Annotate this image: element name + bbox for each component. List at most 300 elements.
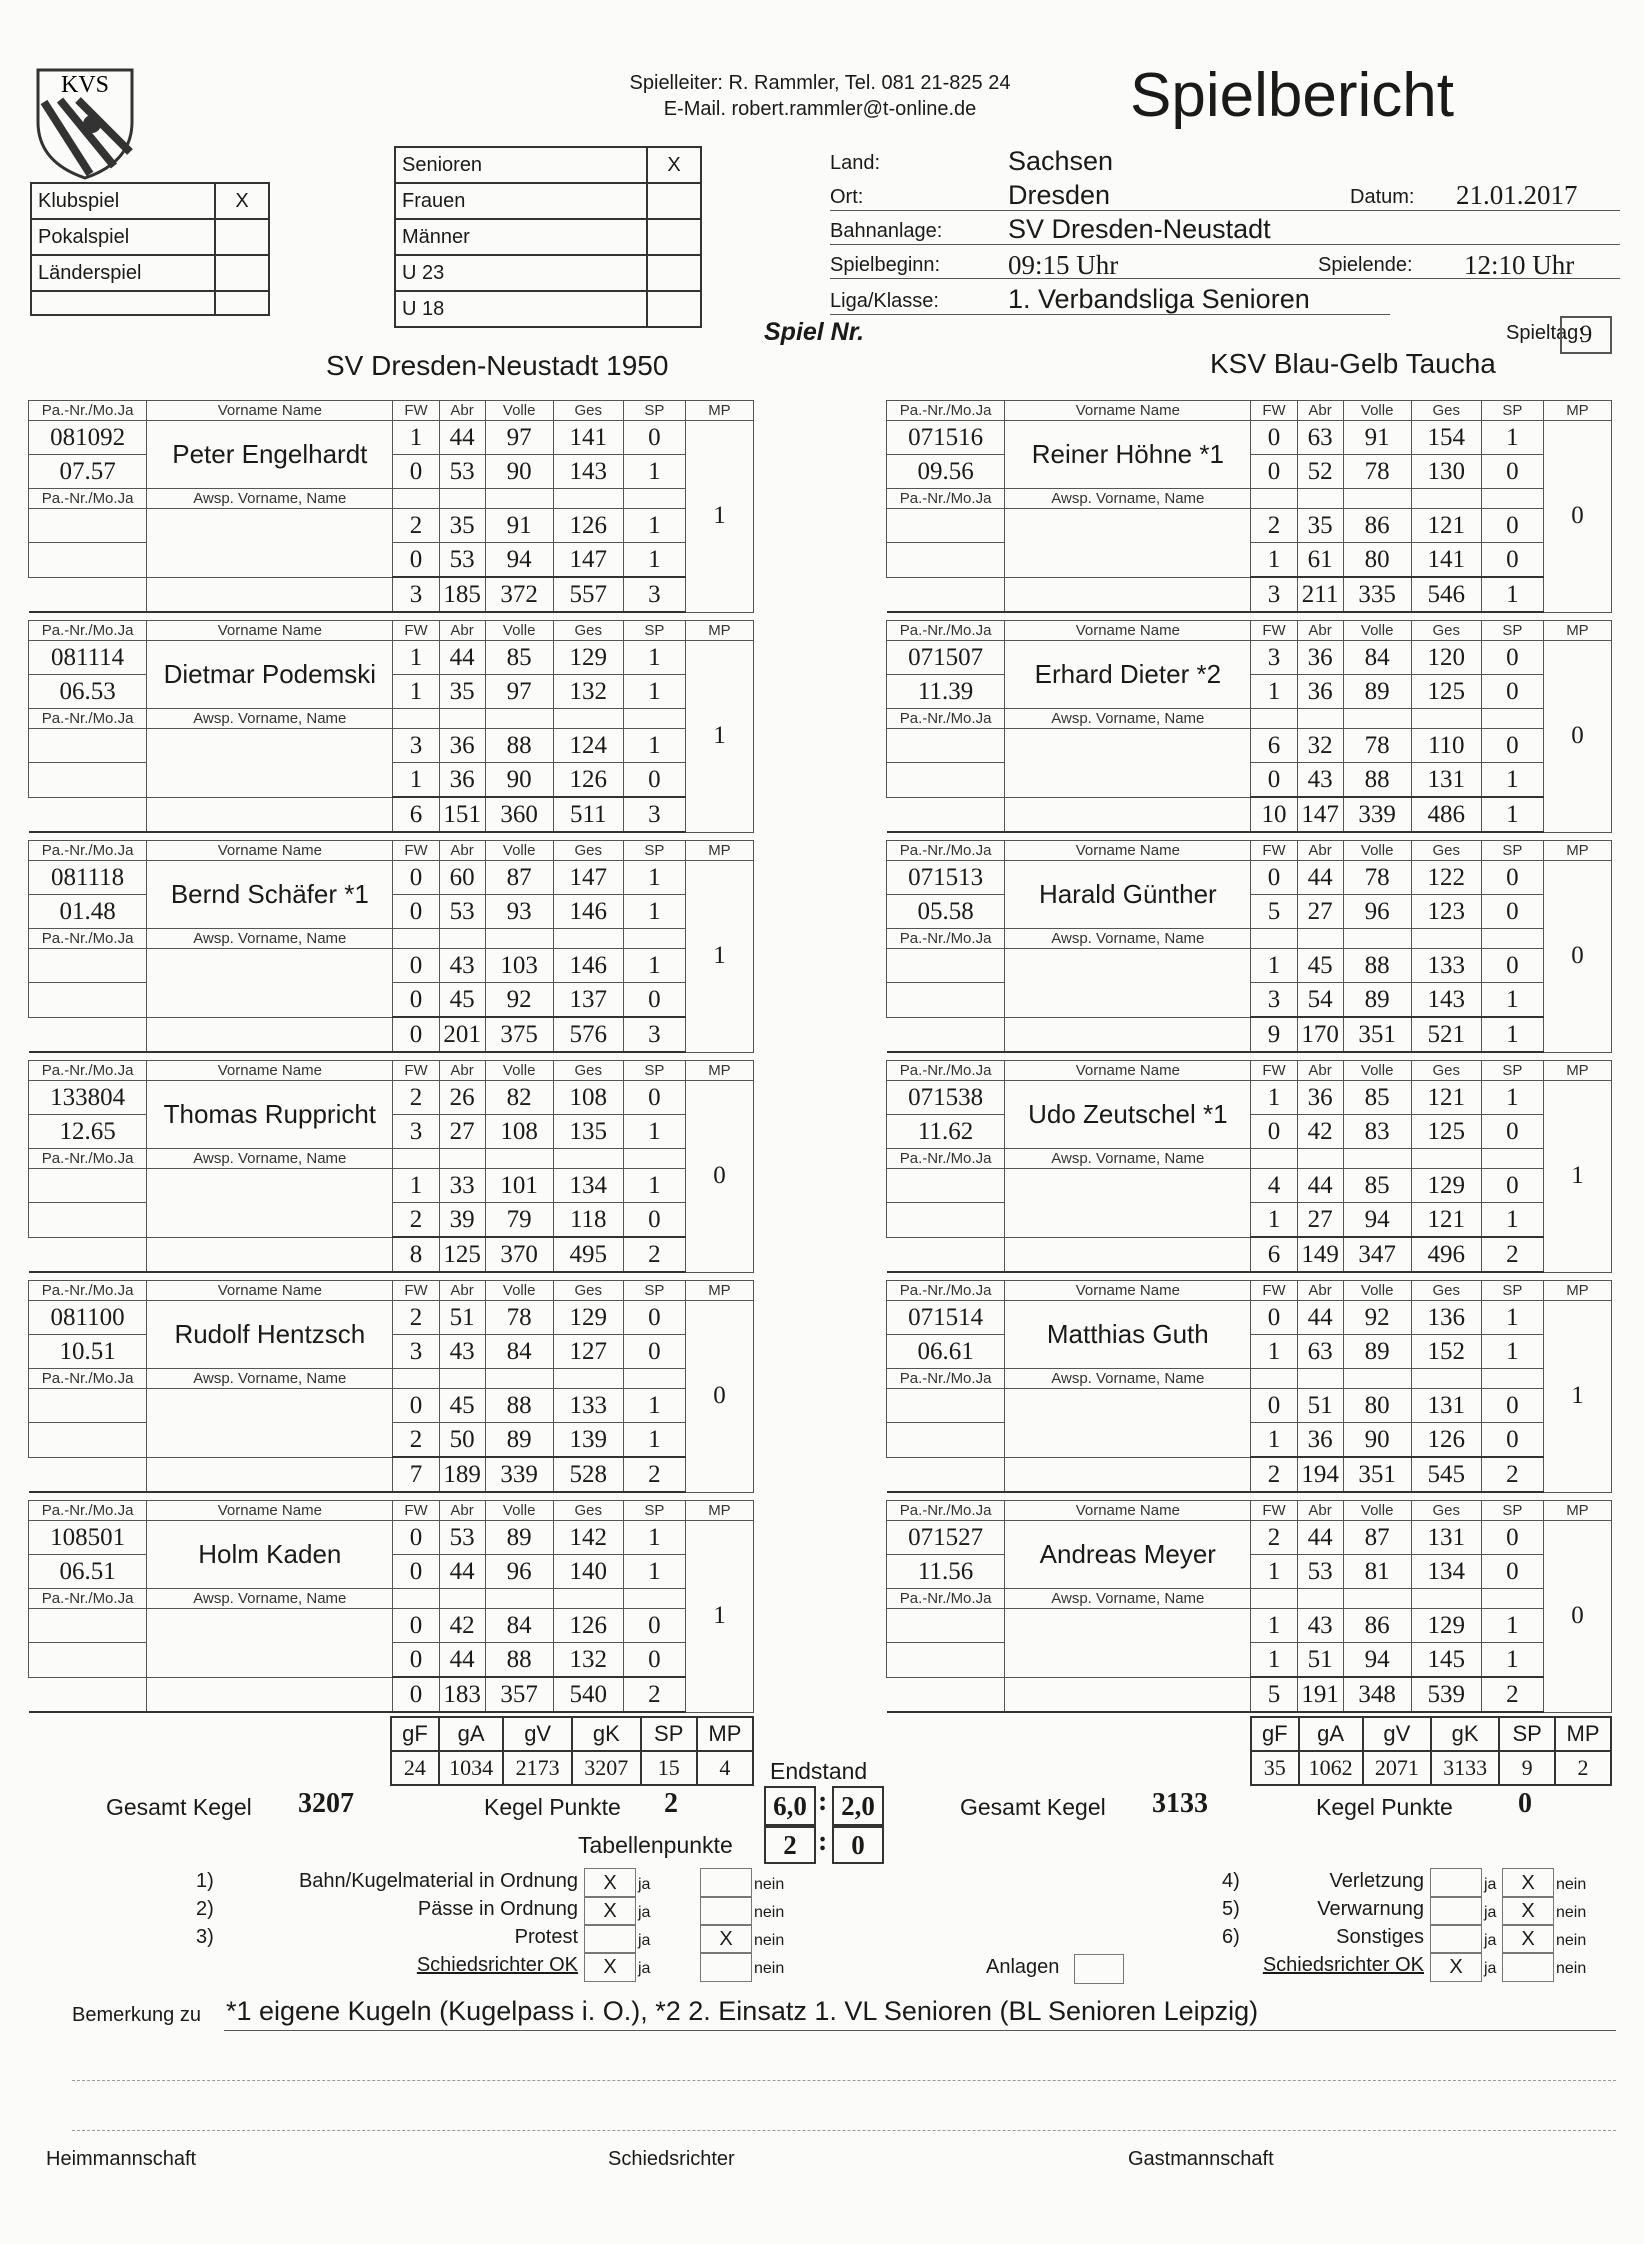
tabellenpunkte-home: 2	[764, 1826, 816, 1864]
name-header: Vorname Name	[1005, 621, 1251, 641]
player-name: Peter Engelhardt	[147, 421, 393, 489]
check-left-num: 2)	[196, 1898, 214, 1920]
sum-volle: 351	[1343, 1457, 1411, 1492]
abr-header: Abr	[439, 621, 485, 641]
lane3-fw: 0	[393, 949, 439, 983]
sum-volle: 347	[1343, 1237, 1411, 1272]
awsp-pa-field[interactable]	[887, 1169, 1005, 1203]
awsp-birth-field[interactable]	[29, 983, 147, 1018]
lane3-sp: 0	[623, 1609, 685, 1643]
sum-ges: 539	[1411, 1677, 1481, 1712]
awsp-birth-field[interactable]	[887, 1643, 1005, 1678]
lane3-abr: 51	[1297, 1389, 1343, 1423]
lane1-abr: 44	[439, 421, 485, 455]
guest-player-block	[886, 1500, 1612, 1713]
awsp-pa-label: Pa.-Nr./Mo.Ja	[887, 1149, 1005, 1169]
lane3-volle: 85	[1343, 1169, 1411, 1203]
category-u18-mark[interactable]	[647, 291, 701, 327]
liga-label: Liga/Klasse:	[830, 290, 939, 312]
awsp-name-field[interactable]	[147, 509, 393, 578]
bemerkung-text: *1 eigene Kugeln (Kugelpass i. O.), *2 2. Einsatz 1. VL Senioren (BL Senioren Leipzig)	[226, 1996, 1259, 2026]
awsp-name-label: Awsp. Vorname, Name	[147, 489, 393, 509]
lane3-abr: 32	[1297, 729, 1343, 763]
lane3-sp: 1	[623, 729, 685, 763]
check-right-ja-box[interactable]	[1430, 1924, 1482, 1954]
lane1-fw: 0	[1251, 861, 1297, 895]
sum-fw: 3	[393, 577, 439, 612]
awsp-birth-field[interactable]	[29, 1203, 147, 1238]
lane3-abr: 35	[439, 509, 485, 543]
lane2-sp: 0	[1481, 455, 1543, 489]
lane3-ges: 129	[1411, 1609, 1481, 1643]
volle-header: Volle	[485, 1281, 553, 1301]
lane3-fw: 2	[393, 509, 439, 543]
lane2-ges: 127	[553, 1335, 623, 1369]
lane3-volle: 80	[1343, 1389, 1411, 1423]
mp-header: MP	[685, 621, 753, 641]
lane2-volle: 81	[1343, 1555, 1411, 1589]
check-left-nein-box[interactable]	[700, 1896, 752, 1926]
awsp-pa-field[interactable]	[887, 509, 1005, 543]
mp-header: MP	[685, 841, 753, 861]
lane2-sp: 0	[623, 1335, 685, 1369]
sum-ges: 540	[553, 1677, 623, 1712]
category-u23-mark[interactable]	[647, 255, 701, 291]
awsp-name-label: Awsp. Vorname, Name	[147, 709, 393, 729]
sum-sp: 2	[623, 1457, 685, 1492]
page-title: Spielbericht	[1130, 61, 1454, 130]
lane2-ges: 152	[1411, 1335, 1481, 1369]
guest-total-gk: 3133	[1431, 1751, 1499, 1785]
check-right-nein-box[interactable]: X	[1502, 1868, 1554, 1898]
lane4-sp: 1	[1481, 763, 1543, 798]
awsp-pa-field[interactable]	[887, 1609, 1005, 1643]
lane2-volle: 89	[1343, 675, 1411, 709]
guest-kegelpunkte-label: Kegel Punkte	[1316, 1794, 1453, 1820]
anlagen-label: Anlagen	[986, 1956, 1060, 1978]
player-birth: 10.51	[29, 1335, 147, 1369]
lane4-sp: 0	[623, 1203, 685, 1238]
category-senioren-mark[interactable]: X	[647, 147, 701, 183]
check-right-nein-box[interactable]: X	[1502, 1896, 1554, 1926]
lane3-abr: 45	[1297, 949, 1343, 983]
lane2-abr: 53	[1297, 1555, 1343, 1589]
lane4-ges: 118	[553, 1203, 623, 1238]
pa-nr-header: Pa.-Nr./Mo.Ja	[29, 1281, 147, 1301]
sum-volle: 357	[485, 1677, 553, 1712]
lane4-volle: 90	[1343, 1423, 1411, 1458]
sum-ges: 511	[553, 797, 623, 832]
awsp-name-field[interactable]	[147, 1389, 393, 1458]
lane4-fw: 3	[1251, 983, 1297, 1018]
lane2-ges: 140	[553, 1555, 623, 1589]
player-pass-nr: 071527	[887, 1521, 1005, 1555]
match-type-laenderspiel-mark[interactable]	[215, 255, 269, 291]
lane1-sp: 0	[623, 1081, 685, 1115]
lane3-volle: 88	[485, 729, 553, 763]
home-gesamt-value: 3207	[298, 1788, 354, 1819]
check-left-ja-box[interactable]: X	[584, 1952, 636, 1982]
check-right-nein-box[interactable]	[1502, 1952, 1554, 1982]
awsp-pa-label: Pa.-Nr./Mo.Ja	[29, 929, 147, 949]
lane2-volle: 96	[485, 1555, 553, 1589]
match-type-pokalspiel-mark[interactable]	[215, 219, 269, 255]
check-left-ja-box[interactable]	[584, 1924, 636, 1954]
awsp-name-label: Awsp. Vorname, Name	[147, 1149, 393, 1169]
lane2-volle: 83	[1343, 1115, 1411, 1149]
awsp-name-label: Awsp. Vorname, Name	[147, 1589, 393, 1609]
home-totals-h-sp: SP	[641, 1717, 697, 1751]
awsp-pa-label: Pa.-Nr./Mo.Ja	[887, 1369, 1005, 1389]
awsp-pa-field[interactable]	[29, 729, 147, 763]
lane1-sp: 1	[623, 1521, 685, 1555]
player-birth: 06.53	[29, 675, 147, 709]
abr-header: Abr	[1297, 401, 1343, 421]
ges-header: Ges	[1411, 1501, 1481, 1521]
check-right-ja-box[interactable]	[1430, 1868, 1482, 1898]
lane3-volle: 88	[1343, 949, 1411, 983]
awsp-pa-field[interactable]	[29, 1389, 147, 1423]
lane4-ges: 143	[1411, 983, 1481, 1018]
guest-player-block	[886, 1060, 1612, 1273]
ges-header: Ges	[553, 1061, 623, 1081]
check-left-label: Schiedsrichter OK	[416, 1954, 578, 1976]
lane1-abr: 53	[439, 1521, 485, 1555]
sum-sp: 3	[623, 577, 685, 612]
lane4-abr: 39	[439, 1203, 485, 1238]
volle-header: Volle	[1343, 1061, 1411, 1081]
lane1-sp: 0	[1481, 861, 1543, 895]
awsp-birth-field[interactable]	[887, 763, 1005, 798]
sum-sp: 3	[623, 1017, 685, 1052]
lane4-ges: 131	[1411, 763, 1481, 798]
player-name: Dietmar Podemski	[147, 641, 393, 709]
lane4-abr: 43	[1297, 763, 1343, 798]
check-left-label: Pässe in Ordnung	[417, 1898, 578, 1920]
check-left-nein-box[interactable]	[700, 1868, 752, 1898]
lane4-ges: 126	[553, 763, 623, 798]
lane4-sp: 0	[623, 983, 685, 1018]
spieltag-label: Spieltag:	[1506, 322, 1584, 344]
lane3-fw: 0	[393, 1389, 439, 1423]
player-pass-nr: 081100	[29, 1301, 147, 1335]
guest-team-name: KSV Blau-Gelb Taucha	[1210, 348, 1496, 379]
player-birth: 12.65	[29, 1115, 147, 1149]
sum-ges: 545	[1411, 1457, 1481, 1492]
ja-label: ja	[638, 1932, 651, 1949]
lane1-volle: 92	[1343, 1301, 1411, 1335]
mp-header: MP	[685, 401, 753, 421]
guest-player-block	[886, 400, 1612, 613]
volle-header: Volle	[1343, 1281, 1411, 1301]
lane2-sp: 0	[1481, 1555, 1543, 1589]
lane3-abr: 43	[1297, 1609, 1343, 1643]
lane4-volle: 88	[485, 1643, 553, 1678]
sp-header: SP	[1481, 841, 1543, 861]
awsp-name-field[interactable]	[147, 949, 393, 1018]
ja-label: ja	[1484, 1932, 1497, 1949]
awsp-name-field[interactable]	[1005, 1609, 1251, 1678]
awsp-birth-field[interactable]	[29, 763, 147, 798]
lane4-ges: 137	[553, 983, 623, 1018]
lane3-volle: 101	[485, 1169, 553, 1203]
awsp-name-label: Awsp. Vorname, Name	[1005, 1149, 1251, 1169]
awsp-name-field[interactable]	[1005, 949, 1251, 1018]
nein-label: nein	[754, 1904, 785, 1921]
lane2-abr: 35	[439, 675, 485, 709]
lane4-volle: 88	[1343, 763, 1411, 798]
lane1-sp: 1	[1481, 1081, 1543, 1115]
lane1-sp: 0	[1481, 1521, 1543, 1555]
awsp-pa-field[interactable]	[29, 949, 147, 983]
sp-header: SP	[1481, 401, 1543, 421]
name-header: Vorname Name	[1005, 401, 1251, 421]
lane4-fw: 1	[1251, 1643, 1297, 1678]
sp-header: SP	[623, 1501, 685, 1521]
lane3-abr: 36	[439, 729, 485, 763]
lane4-volle: 80	[1343, 543, 1411, 578]
home-player-block	[28, 840, 754, 1053]
awsp-name-label: Awsp. Vorname, Name	[1005, 1369, 1251, 1389]
awsp-pa-field[interactable]	[29, 509, 147, 543]
ges-header: Ges	[1411, 1281, 1481, 1301]
anlagen-checkbox[interactable]	[1074, 1954, 1124, 1984]
lane1-abr: 44	[439, 641, 485, 675]
lane4-volle: 89	[1343, 983, 1411, 1018]
category-frauen-mark[interactable]	[647, 183, 701, 219]
awsp-birth-field[interactable]	[29, 1423, 147, 1458]
player-mp: 0	[1543, 641, 1611, 833]
sum-fw: 0	[393, 1677, 439, 1712]
lane3-sp: 0	[1481, 729, 1543, 763]
lane2-fw: 1	[1251, 1555, 1297, 1589]
lane2-abr: 53	[439, 895, 485, 929]
lane1-fw: 0	[393, 1521, 439, 1555]
sum-fw: 6	[393, 797, 439, 832]
lane1-ges: 147	[553, 861, 623, 895]
lane2-ges: 125	[1411, 1115, 1481, 1149]
spielleiter-text: Spielleiter: R. Rammler, Tel. 081 21-825 24	[629, 72, 1011, 94]
player-name: Udo Zeutschel *1	[1005, 1081, 1251, 1149]
awsp-pa-field[interactable]	[887, 949, 1005, 983]
spiel-nr-label: Spiel Nr.	[764, 318, 865, 346]
awsp-name-field[interactable]	[1005, 729, 1251, 798]
ges-header: Ges	[553, 1281, 623, 1301]
lane1-fw: 0	[393, 861, 439, 895]
lane4-fw: 0	[393, 1643, 439, 1678]
lane3-volle: 103	[485, 949, 553, 983]
awsp-birth-field[interactable]	[887, 1203, 1005, 1238]
mp-header: MP	[685, 1501, 753, 1521]
spielleiter-info	[600, 70, 1040, 122]
abr-header: Abr	[1297, 1501, 1343, 1521]
liga-value: 1. Verbandsliga Senioren	[1008, 284, 1310, 314]
sum-sp: 2	[1481, 1677, 1543, 1712]
lane2-fw: 5	[1251, 895, 1297, 929]
sum-abr: 149	[1297, 1237, 1343, 1272]
lane2-fw: 1	[1251, 675, 1297, 709]
volle-header: Volle	[1343, 1501, 1411, 1521]
lane4-abr: 44	[439, 1643, 485, 1678]
check-left-nein-box[interactable]	[700, 1952, 752, 1982]
fw-header: FW	[1251, 1281, 1297, 1301]
volle-header: Volle	[1343, 401, 1411, 421]
lane4-ges: 141	[1411, 543, 1481, 578]
sum-volle: 348	[1343, 1677, 1411, 1712]
lane2-ges: 146	[553, 895, 623, 929]
lane4-abr: 51	[1297, 1643, 1343, 1678]
email-text: E-Mail. robert.rammler@t-online.de	[663, 98, 977, 120]
awsp-name-field[interactable]	[1005, 1389, 1251, 1458]
awsp-pa-field[interactable]	[29, 1169, 147, 1203]
player-pass-nr: 081092	[29, 421, 147, 455]
lane2-volle: 97	[485, 675, 553, 709]
awsp-name-field[interactable]	[1005, 509, 1251, 578]
check-left-ja-box[interactable]: X	[584, 1868, 636, 1898]
check-right-ja-box[interactable]	[1430, 1896, 1482, 1926]
awsp-name-label: Awsp. Vorname, Name	[1005, 1589, 1251, 1609]
lane4-volle: 94	[1343, 1203, 1411, 1238]
lane3-fw: 0	[393, 1609, 439, 1643]
home-totals-h-gf: gF	[391, 1717, 439, 1751]
lane4-fw: 2	[393, 1203, 439, 1238]
awsp-pa-field[interactable]	[29, 1609, 147, 1643]
home-kegelpunkte-value: 2	[664, 1788, 678, 1819]
lane3-volle: 88	[485, 1389, 553, 1423]
lane2-volle: 93	[485, 895, 553, 929]
lane1-sp: 0	[1481, 641, 1543, 675]
nein-label: nein	[1556, 1960, 1587, 1977]
lane4-ges: 139	[553, 1423, 623, 1458]
volle-header: Volle	[485, 1501, 553, 1521]
lane1-abr: 51	[439, 1301, 485, 1335]
abr-header: Abr	[439, 401, 485, 421]
abr-header: Abr	[1297, 841, 1343, 861]
awsp-birth-field[interactable]	[29, 1643, 147, 1678]
awsp-name-field[interactable]	[147, 1609, 393, 1678]
awsp-name-label: Awsp. Vorname, Name	[1005, 489, 1251, 509]
awsp-birth-field[interactable]	[887, 983, 1005, 1018]
lane3-sp: 1	[623, 509, 685, 543]
sum-volle: 372	[485, 577, 553, 612]
awsp-pa-label: Pa.-Nr./Mo.Ja	[29, 489, 147, 509]
guest-player-block	[886, 620, 1612, 833]
lane1-ges: 154	[1411, 421, 1481, 455]
sum-ges: 576	[553, 1017, 623, 1052]
kvs-logo	[30, 62, 140, 182]
awsp-pa-field[interactable]	[887, 1389, 1005, 1423]
sp-header: SP	[623, 401, 685, 421]
category-maenner-mark[interactable]	[647, 219, 701, 255]
home-totals-h-gv: gV	[503, 1717, 572, 1751]
lane3-ges: 126	[553, 1609, 623, 1643]
lane1-abr: 60	[439, 861, 485, 895]
player-pass-nr: 081114	[29, 641, 147, 675]
lane4-sp: 1	[623, 1423, 685, 1458]
datum-label: Datum:	[1350, 186, 1415, 208]
ges-header: Ges	[1411, 621, 1481, 641]
lane2-abr: 44	[439, 1555, 485, 1589]
lane1-abr: 36	[1297, 641, 1343, 675]
check-left-nein-box[interactable]: X	[700, 1924, 752, 1954]
guest-player-block	[886, 840, 1612, 1053]
mp-header: MP	[1543, 1061, 1611, 1081]
lane3-ges: 146	[553, 949, 623, 983]
lane4-abr: 54	[1297, 983, 1343, 1018]
player-mp: 0	[685, 1301, 753, 1493]
footer-schiedsrichter: Schiedsrichter	[608, 2148, 735, 2170]
check-right-ja-box[interactable]: X	[1430, 1952, 1482, 1982]
abr-header: Abr	[439, 1281, 485, 1301]
check-right-nein-box[interactable]: X	[1502, 1924, 1554, 1954]
home-total-mp: 4	[697, 1751, 753, 1785]
lane1-fw: 2	[393, 1301, 439, 1335]
awsp-birth-field[interactable]	[29, 543, 147, 578]
lane3-fw: 3	[393, 729, 439, 763]
guest-totals-h-sp: SP	[1499, 1717, 1555, 1751]
awsp-pa-field[interactable]	[887, 729, 1005, 763]
match-type-klubspiel-mark[interactable]: X	[215, 183, 269, 219]
check-left-label: Bahn/Kugelmaterial in Ordnung	[298, 1870, 578, 1892]
lane2-abr: 52	[1297, 455, 1343, 489]
lane2-fw: 3	[393, 1335, 439, 1369]
sum-fw: 2	[1251, 1457, 1297, 1492]
player-name: Harald Günther	[1005, 861, 1251, 929]
sum-volle: 375	[485, 1017, 553, 1052]
sum-fw: 8	[393, 1237, 439, 1272]
sum-abr: 125	[439, 1237, 485, 1272]
player-birth: 01.48	[29, 895, 147, 929]
spielende-value: 12:10 Uhr	[1464, 250, 1575, 280]
awsp-pa-label: Pa.-Nr./Mo.Ja	[887, 1589, 1005, 1609]
awsp-name-field[interactable]	[147, 729, 393, 798]
name-header: Vorname Name	[147, 401, 393, 421]
volle-header: Volle	[485, 621, 553, 641]
lane3-ges: 133	[553, 1389, 623, 1423]
sum-abr: 189	[439, 1457, 485, 1492]
lane3-ges: 134	[553, 1169, 623, 1203]
lane1-ges: 120	[1411, 641, 1481, 675]
check-left-ja-box[interactable]: X	[584, 1896, 636, 1926]
lane1-ges: 108	[553, 1081, 623, 1115]
category-maenner: Männer	[395, 219, 647, 255]
player-name: Rudolf Hentzsch	[147, 1301, 393, 1369]
lane2-ges: 125	[1411, 675, 1481, 709]
endstand-guest: 2,0	[832, 1786, 884, 1826]
name-header: Vorname Name	[147, 1501, 393, 1521]
name-header: Vorname Name	[1005, 841, 1251, 861]
fw-header: FW	[393, 1501, 439, 1521]
lane1-volle: 85	[485, 641, 553, 675]
awsp-name-field[interactable]	[1005, 1169, 1251, 1238]
lane2-fw: 0	[393, 455, 439, 489]
lane1-volle: 87	[485, 861, 553, 895]
land-value: Sachsen	[1008, 146, 1114, 176]
player-mp: 1	[1543, 1081, 1611, 1273]
sum-ges: 557	[553, 577, 623, 612]
sp-header: SP	[623, 621, 685, 641]
awsp-birth-field[interactable]	[887, 543, 1005, 578]
awsp-name-field[interactable]	[147, 1169, 393, 1238]
ja-label: ja	[1484, 1904, 1497, 1921]
awsp-birth-field[interactable]	[887, 1423, 1005, 1458]
lane3-fw: 1	[1251, 1609, 1297, 1643]
player-pass-nr: 108501	[29, 1521, 147, 1555]
sum-ges: 546	[1411, 577, 1481, 612]
lane4-volle: 94	[485, 543, 553, 578]
lane4-fw: 1	[393, 763, 439, 798]
spielende-label: Spielende:	[1318, 254, 1413, 276]
